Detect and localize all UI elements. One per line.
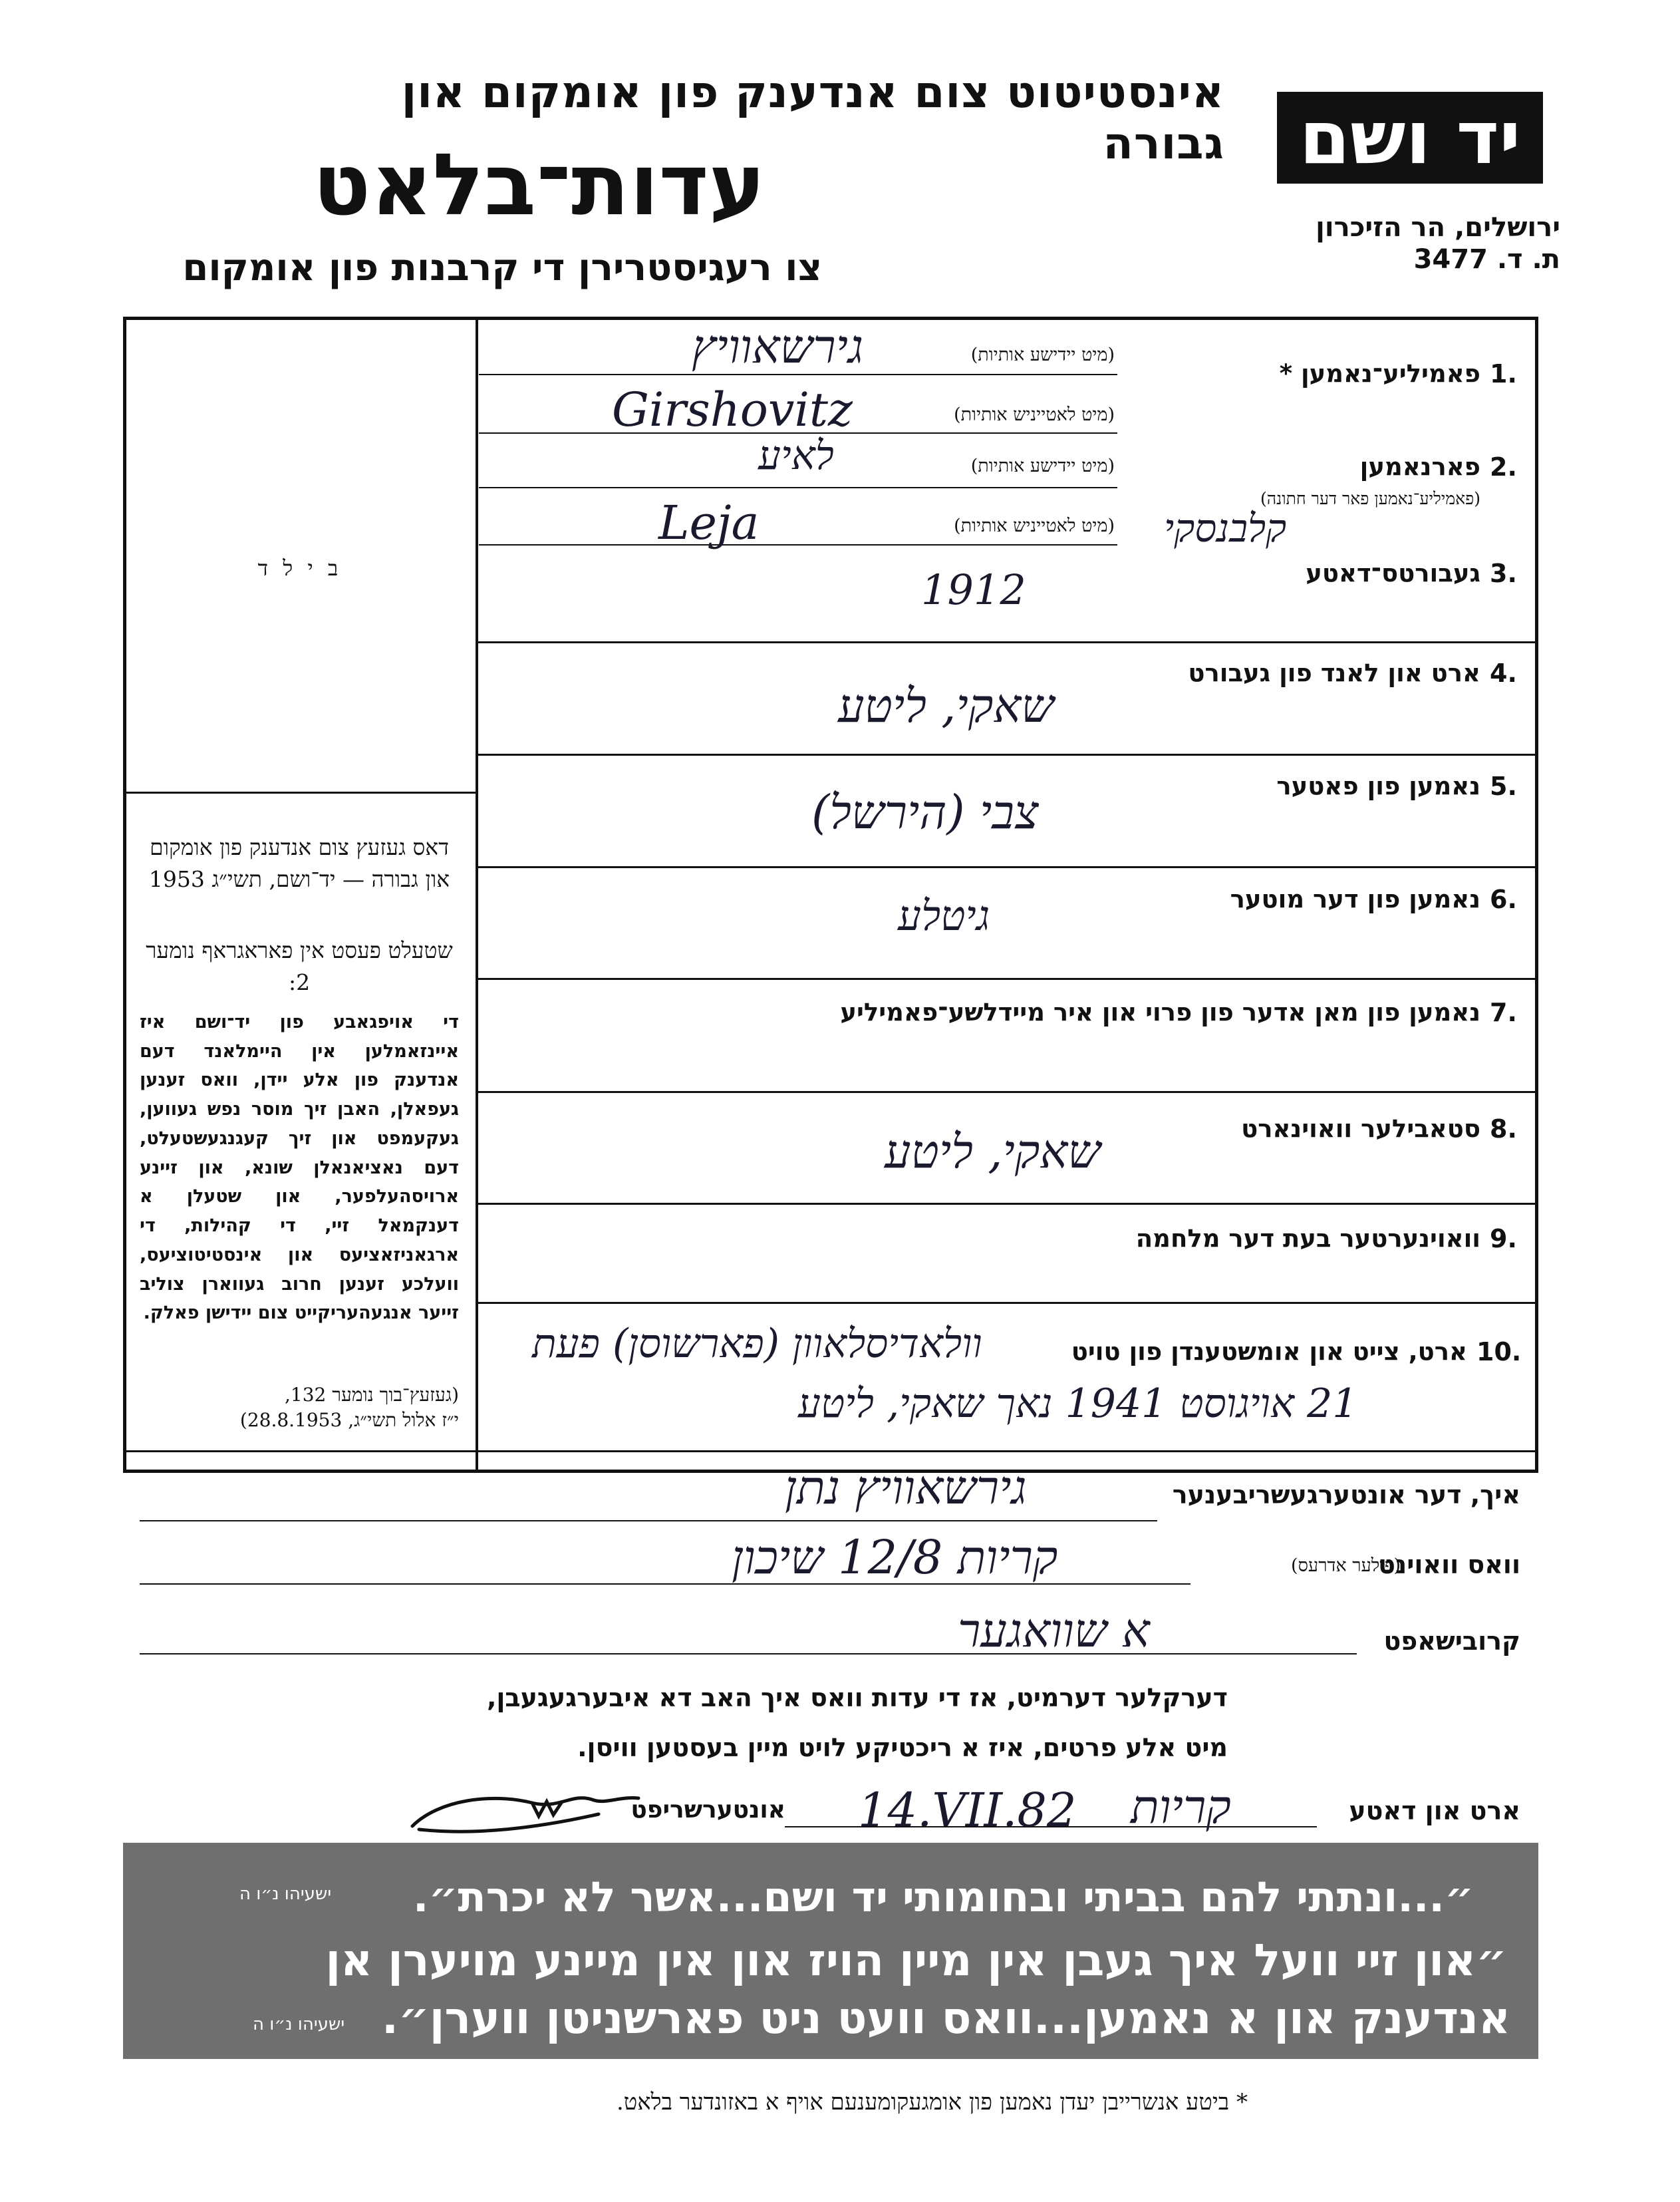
field-5-number: 5. (1490, 772, 1517, 801)
field-2-line-yid (479, 487, 1117, 488)
signer-label: איך, דער אונטערגעשריבענער (1172, 1480, 1520, 1509)
row-line-5 (477, 866, 1538, 868)
field-2-maiden-name[interactable]: קלבנסקי (1164, 506, 1287, 551)
field-10-value-1[interactable]: וולאדיסלאוון (פארשוסן) פעת (532, 1321, 982, 1367)
field-2-line-lat (479, 544, 1117, 546)
banner-line-3: אנדענק און א נאמען...וואס וועט ניט פארשניטן ווערן״. (381, 1992, 1510, 2044)
form-subtitle: צו רעגיסטרירן די קרבנות פון אומקום (182, 246, 822, 289)
banner-line-2: ״און זיי וועל איך געבן אין מיין הויז און אין מיינע מויערן אן (325, 1935, 1507, 1986)
address-line-2: ת. ד. 3477 (1413, 244, 1560, 275)
photo-box-divider (123, 792, 477, 794)
relation-label: קרובישאפט (1383, 1627, 1520, 1656)
field-2-number: 2. (1490, 452, 1517, 482)
field-1-number: 1. (1490, 359, 1517, 389)
field-2-note: (פאמיליע־נאמען פאר דער חתונה) (1260, 489, 1480, 508)
row-line-8 (477, 1203, 1538, 1205)
signer-line (140, 1520, 1157, 1521)
field-5-label: נאמען פון פאטער (1276, 772, 1480, 800)
field-1-sub-lat: (מיט לאטייניש אותיות) (954, 404, 1115, 425)
relation-line (140, 1653, 1357, 1654)
banner-ref-1: ישעיהו נ״ו ה (239, 1884, 332, 1904)
yad-vashem-logo: יד ושם (1277, 92, 1543, 184)
field-1-value-yid[interactable]: גירשאוויץ (692, 319, 864, 374)
sidebar-ref-2: י״ז אלול תשי״ג, 28.8.1953) (239, 1408, 459, 1431)
address-line-1: ירושלים, הר הזיכרון (1316, 212, 1560, 243)
field-4-label: ארט און לאנד פון געבורט (1188, 659, 1480, 687)
banner-ref-3: ישעיהו נ״ו ה (253, 2014, 345, 2034)
institute-name: אינסטיטוט צום אנדענק פון אומקום און גבורה (401, 67, 1224, 169)
signer-relation[interactable]: א שוואגער (958, 1603, 1150, 1658)
field-10-value-2[interactable]: 21 אויגוסט 1941 נאך שאקי, ליטע (798, 1380, 1358, 1427)
sidebar-ref-1: (געזעץ־בוך נומער 132, (284, 1384, 459, 1406)
field-4-number: 4. (1490, 659, 1517, 688)
field-2-value-yid[interactable]: לאיע (758, 432, 834, 479)
field-2-sub-lat: (מיט לאטייניש אותיות) (954, 516, 1115, 536)
form-title: עדות־בלאט (313, 136, 766, 235)
sidebar-ref (140, 1382, 459, 1433)
field-3-value[interactable]: 1912 (921, 565, 1026, 614)
row-line-3 (477, 641, 1538, 643)
sidebar-paragraph: שטעלט פעסט אין פאראגראף נומער 2: (146, 937, 453, 995)
row-line-9 (477, 1302, 1538, 1304)
signature-mark (399, 1773, 658, 1846)
field-3-label: געבורטס־דאטע (1306, 559, 1480, 587)
signer-name[interactable]: גירשאוויץ נתן (785, 1460, 1027, 1515)
row-line-6 (477, 978, 1538, 980)
field-6-label: נאמען פון דער מוטער (1230, 885, 1480, 913)
photo-label: ב י ל ד (257, 555, 343, 581)
address-label: וואס וואוינט (1378, 1550, 1520, 1579)
field-1-value-lat[interactable]: Girshovitz (612, 383, 853, 437)
address-note: (פולער אדרעס) (1291, 1555, 1401, 1576)
field-7-number: 7. (1490, 998, 1517, 1027)
address (1228, 212, 1560, 275)
field-7-label: נאמען פון מאן אדער פון פרוי און איר מיידלשע־פאמיליע (840, 998, 1480, 1026)
field-1-label: פאמיליע־נאמען * (1279, 359, 1480, 388)
field-10-number: 10. (1476, 1337, 1522, 1366)
sign-place[interactable]: קריות (1131, 1780, 1231, 1834)
field-8-number: 8. (1490, 1114, 1517, 1144)
field-10-label: ארט, צייט און אומשטענדן פון טויט (1071, 1337, 1467, 1366)
field-9-number: 9. (1490, 1224, 1517, 1253)
field-4-value[interactable]: שאקי, ליטע (838, 679, 1054, 733)
sidebar-body: די אויפגאבע פון יד־ושם איז איינזאמלען אין היימלאנד דעם אנדענק פון אלע יידן, וואס זענען געפאלן, האבן זיך מוסר נפש געווען, געקעמפט און זיך קעגנגעשטעלט, דעם נאציאנאלן שונא, און זיינע ארויסהעלפער, און שטעלן א דענקמאל זיי, די קהילות, די ארגאניזאציעס און אינסטיטוציעס, וועלכע זענען חרוב געווארן צוליב זייער אנגעהעריקייט צום יידישן פאלק. (140, 1012, 459, 1324)
row-line-7 (477, 1091, 1538, 1093)
date-label: ארט און דאטע (1349, 1796, 1520, 1825)
field-1-sub-yid: (מיט יידישע אותיות) (970, 345, 1115, 365)
field-6-value[interactable]: גיטלע (898, 891, 990, 940)
signer-address[interactable]: קריות 12/8 שיכון (732, 1530, 1058, 1585)
field-8-label: סטאבילער וואוינארט (1241, 1114, 1480, 1143)
field-2-value-lat[interactable]: Leja (658, 496, 760, 550)
field-2-label: פארנאמען (1359, 452, 1480, 481)
banner-line-1: ״...ונתתי להם בביתי ובחומותי יד ושם...אשר לא יכרת״. (412, 1873, 1474, 1921)
footnote: * ביטע אנשרייבן יעדן נאמען פון אומגעקומענעם אויף א באזונדער בלאט. (616, 2089, 1248, 2116)
column-divider (476, 317, 478, 1473)
section-divider (123, 1450, 1538, 1452)
declaration-line-1: דערקלער דערמיט, אז די עדות וואס איך האב דא איבערגעגעבן, (486, 1683, 1228, 1712)
field-5-value[interactable]: צבי (הירשל) (811, 785, 1039, 840)
sign-date[interactable]: 14.VII.82 (858, 1783, 1077, 1837)
sidebar-law-title: דאס געזעץ צום אנדענק פון אומקום און גבורה — יד־ושם, תשי״ג 1953 (148, 834, 450, 892)
signature-label: אונטערשריפט (630, 1796, 785, 1823)
field-6-number: 6. (1490, 885, 1517, 914)
field-3-number: 3. (1490, 559, 1517, 588)
declaration-line-2: מיט אלע פרטים, איז א ריכטיקע לויט מיין בעסטען וויסן. (577, 1733, 1228, 1762)
row-line-4 (477, 754, 1538, 756)
field-8-value[interactable]: שאקי, ליטע (885, 1124, 1101, 1179)
field-9-label: וואוינערטער בעת דער מלחמה (1135, 1224, 1480, 1253)
field-2-sub-yid: (מיט יידישע אותיות) (970, 456, 1115, 476)
